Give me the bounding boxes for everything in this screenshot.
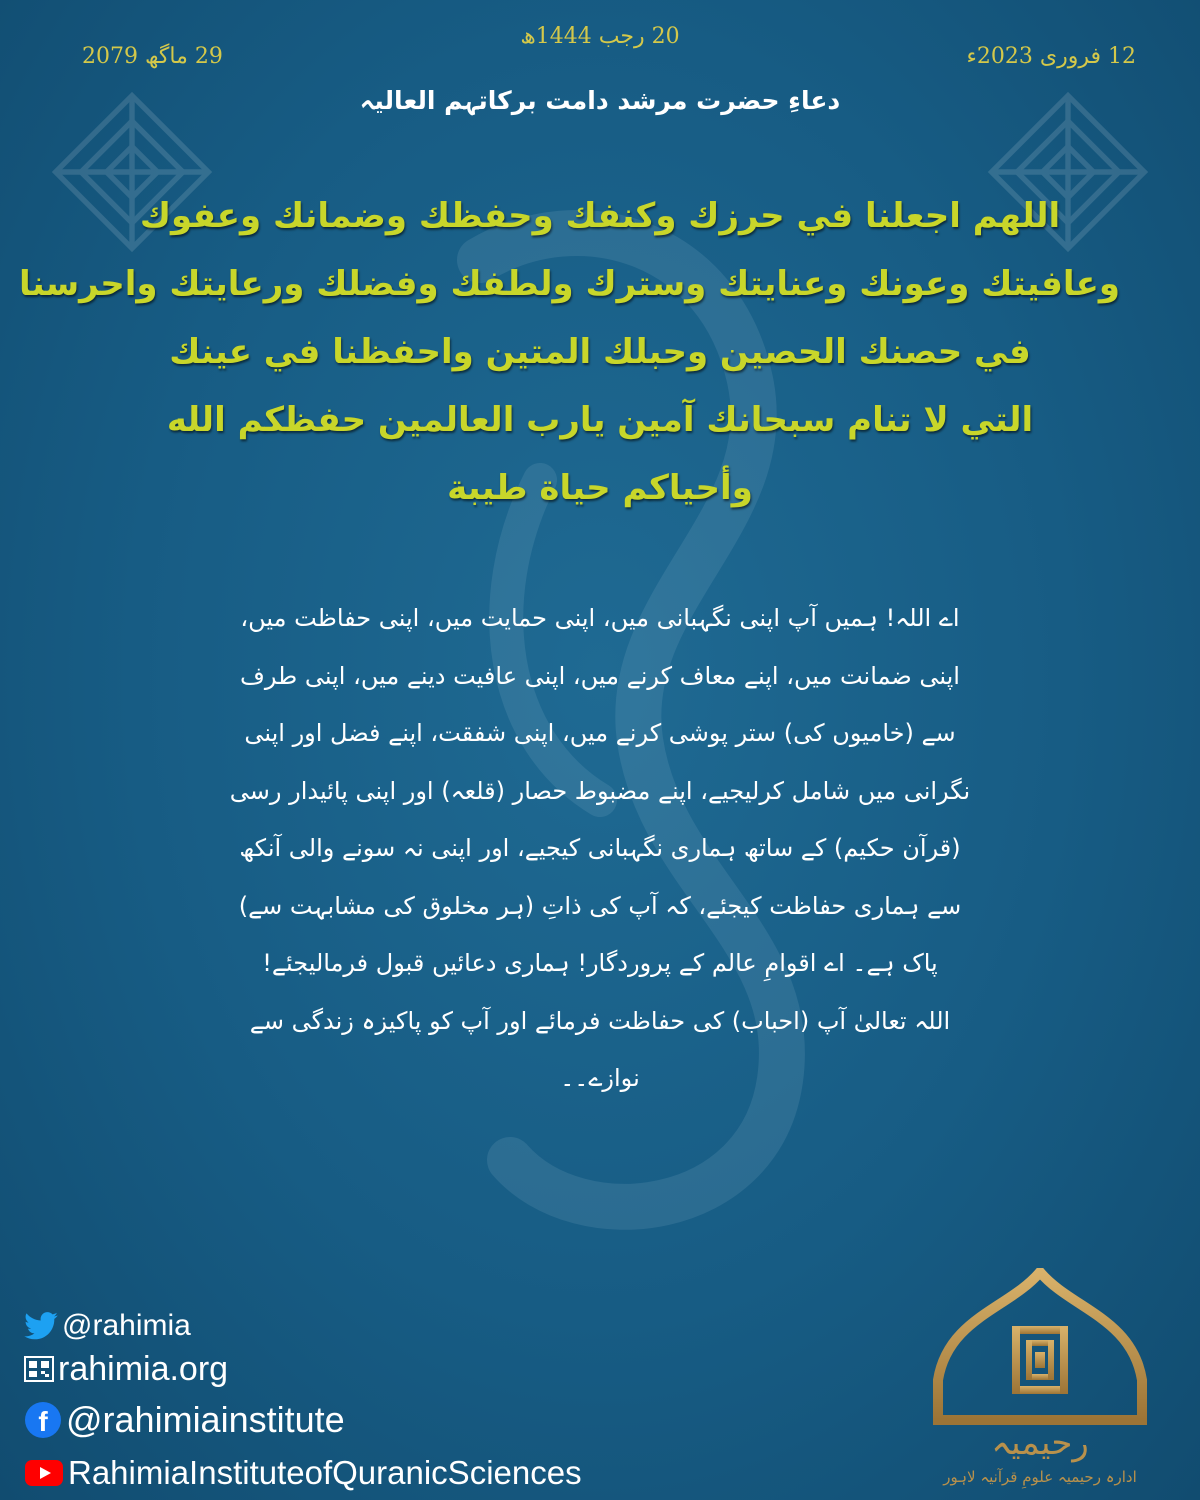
urdu-translation-line: پاک ہے۔ اے اقوامِ عالم کے پروردگار! ہماری دعائیں قبول فرمالیجئے! <box>262 949 938 977</box>
urdu-translation-line: سے ہماری حفاظت کیجئے، کہ آپ کی ذاتِ (ہر مخلوق کی مشابہت سے) <box>238 891 962 920</box>
urdu-translation <box>160 590 1040 1108</box>
arabic-dua-line: في حصنك الحصين وحبلك المتين واحفظنا في عينك <box>169 332 1031 372</box>
twitter-link[interactable] <box>24 1306 582 1346</box>
qr-icon <box>24 1356 54 1382</box>
youtube-channel: RahimiaInstituteofQuranicSciences <box>68 1454 582 1491</box>
website-url: rahimia.org <box>58 1349 229 1388</box>
urdu-translation-line: نگرانی میں شامل کرلیجیے، اپنے مضبوط حصار (قلعہ) اور اپنی پائیدار رسی <box>229 776 971 805</box>
urdu-translation-line: اپنی ضمانت میں، اپنے معاف کرنے میں، اپنی عافیت دینے میں، اپنی طرف <box>240 661 960 690</box>
rahimia-logo <box>900 1268 1180 1490</box>
facebook-handle: @rahimiainstitute <box>66 1399 345 1440</box>
twitter-icon <box>24 1312 58 1340</box>
logo-name: رحیمیہ <box>991 1423 1089 1463</box>
gregorian-date: 12 فروری 2023ء <box>966 44 1136 69</box>
arabic-dua-line: اللهم اجعلنا في حرزك وكنفك وحفظك وضمانك وعفوك <box>139 196 1061 236</box>
youtube-icon <box>24 1459 64 1487</box>
bikrami-date: 29 ماگھ 2079 <box>82 44 223 69</box>
urdu-translation-line: سے (خامیوں کی) ستر پوشی کرنے میں، اپنی شفقت، اپنے فضل اور اپنی <box>244 719 956 747</box>
hijri-date: 20 رجب 1444ھ <box>520 24 680 49</box>
twitter-handle: @rahimia <box>62 1309 191 1342</box>
urdu-translation-line: اللہ تعالیٰ آپ (احباب) کی حفاظت فرمائے اور آپ کو پاکیزہ زندگی سے <box>249 1006 951 1035</box>
logo-subtitle: ادارہ رحیمیہ علومِ قرآنیہ لاہور <box>943 1468 1137 1486</box>
facebook-link[interactable] <box>24 1392 582 1448</box>
urdu-translation-line: نوازے۔۔ <box>560 1064 640 1092</box>
social-links <box>24 1306 582 1498</box>
arabic-dua-line: التي لا تنام سبحانك آمين يارب العالمين حفظكم الله <box>166 400 1034 440</box>
page-title: دعاءِ حضرت مرشد دامت برکاتہم العالیہ <box>359 86 841 115</box>
urdu-translation-line: اے اللہ! ہمیں آپ اپنی نگہبانی میں، اپنی حمایت میں، اپنی حفاظت میں، <box>240 604 960 632</box>
website-link[interactable] <box>24 1346 582 1392</box>
urdu-translation-line: (قرآن حکیم) کے ساتھ ہماری نگہبانی کیجیے، اور اپنی نہ سونے والی آنکھ <box>239 834 961 862</box>
youtube-link[interactable] <box>24 1448 582 1498</box>
arabic-dua-line: وأحياكم حياة طيبة <box>447 468 753 508</box>
svg-text:f: f <box>38 1406 48 1437</box>
facebook-icon <box>24 1401 62 1439</box>
arabic-dua <box>19 182 1120 522</box>
arabic-dua-line: وعافيتك وعونك وعنايتك وسترك ولطفك وفضلك ورعايتك واحرسنا <box>19 264 1120 304</box>
